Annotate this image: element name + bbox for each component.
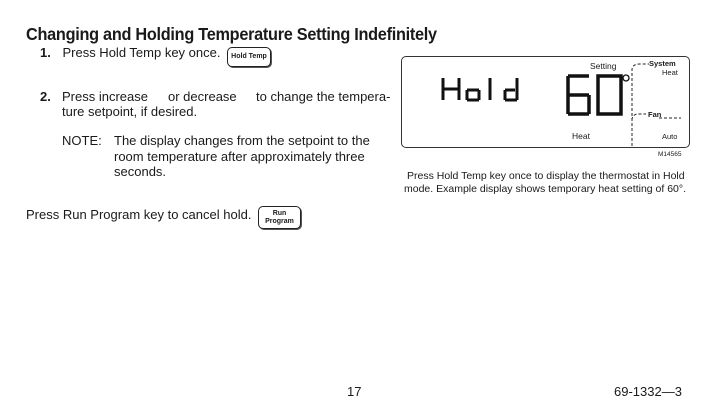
step-2-number: 2.	[40, 89, 51, 104]
caption-line-2: mode. Example display shows temporary heat setting of 60°.	[404, 183, 687, 195]
note-line-1: The display changes from the setpoint to the	[114, 133, 370, 148]
step-2-tail: to change the tempera-	[256, 89, 391, 104]
step-2-press-increase: Press increase	[62, 89, 148, 104]
run-key-line-2: Program	[265, 217, 294, 225]
note-line-3: seconds.	[114, 164, 167, 179]
step-1-text: Press Hold Temp key once.	[62, 45, 221, 60]
hold-temp-key-icon	[227, 47, 271, 67]
lcd-segments	[401, 56, 690, 148]
note-label: NOTE:	[62, 133, 102, 148]
page-number: 17	[347, 384, 362, 399]
document-number: 69-1332—3	[614, 384, 682, 399]
fan-label: Fan	[648, 110, 662, 119]
system-value: Heat	[662, 68, 678, 77]
step-2-or-decrease: or decrease	[168, 89, 237, 104]
hold-temp-key-label: Hold Temp	[231, 53, 267, 60]
degree-symbol	[623, 75, 629, 81]
step-2-line-2: ture setpoint, if desired.	[62, 104, 198, 119]
step-1	[40, 45, 220, 61]
system-label: System	[649, 59, 676, 68]
step-2	[40, 89, 51, 105]
fan-value: Auto	[662, 132, 678, 141]
run-program-key-icon	[258, 206, 301, 229]
temp-segment-digits	[568, 76, 621, 114]
figure-id: M14565	[658, 151, 682, 158]
setting-label: Setting	[590, 61, 617, 71]
note-line-2: room temperature after approximately three	[114, 149, 365, 164]
heat-label: Heat	[572, 131, 590, 141]
run-program-instruction: Press Run Program key to cancel hold.	[26, 207, 252, 222]
page-title: Changing and Holding Temperature Setting Indefinitely	[26, 24, 437, 44]
run-key-line-1: Run	[272, 209, 287, 217]
step-1-number: 1.	[40, 45, 51, 60]
hold-segment-text	[443, 78, 517, 100]
caption-line-1: Press Hold Temp key once to display the thermostat in Hold	[407, 170, 685, 182]
